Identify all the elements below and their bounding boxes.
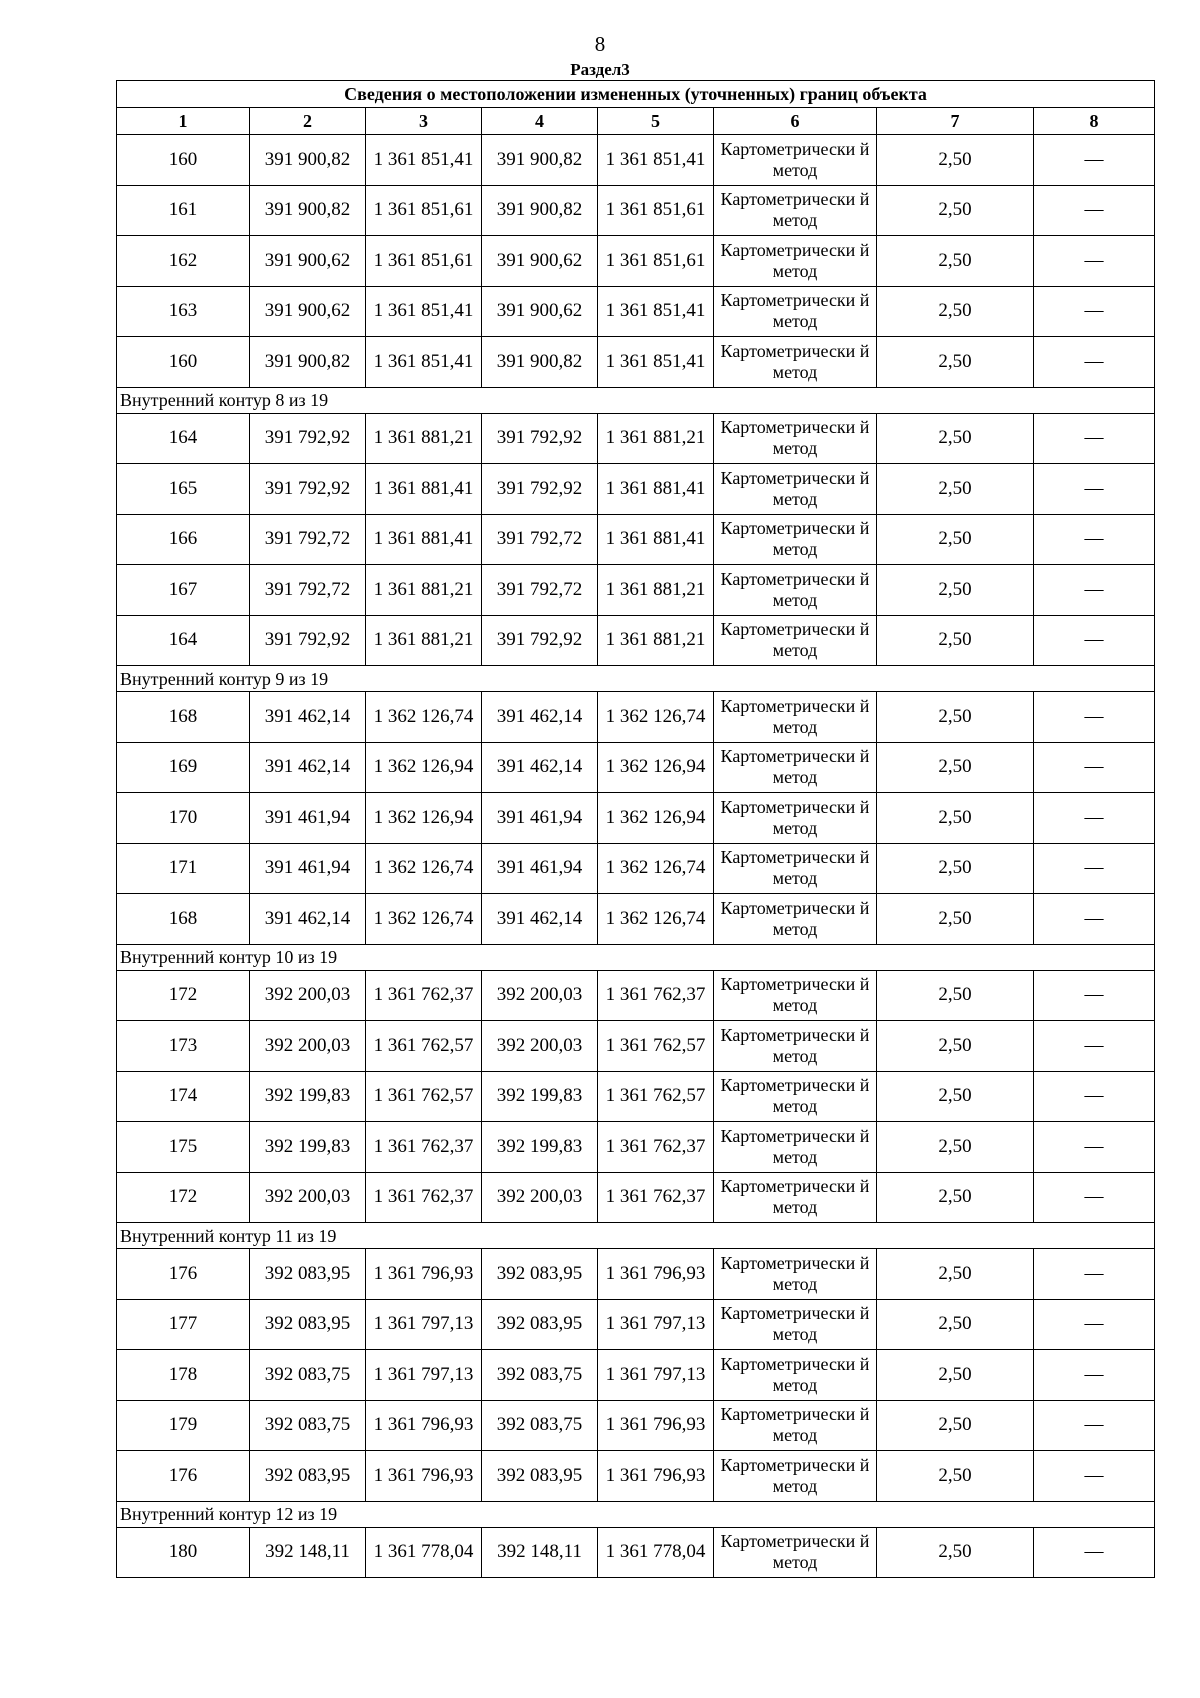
method-cell: Картометрически й метод bbox=[714, 742, 877, 793]
y-old-cell: 1 361 851,61 bbox=[366, 185, 482, 236]
contour-heading-row bbox=[117, 1501, 1155, 1527]
x-old-cell: 392 083,75 bbox=[250, 1350, 366, 1401]
y-new-cell: 1 361 796,93 bbox=[598, 1249, 714, 1300]
x-new-cell: 392 199,83 bbox=[482, 1071, 598, 1122]
point-number-cell: 167 bbox=[117, 565, 250, 616]
accuracy-cell: 2,50 bbox=[877, 413, 1034, 464]
y-new-cell: 1 361 881,41 bbox=[598, 464, 714, 515]
x-old-cell: 392 083,95 bbox=[250, 1451, 366, 1502]
accuracy-cell: 2,50 bbox=[877, 236, 1034, 287]
x-new-cell: 391 461,94 bbox=[482, 843, 598, 894]
point-number-cell: 166 bbox=[117, 514, 250, 565]
accuracy-cell: 2,50 bbox=[877, 1299, 1034, 1350]
x-old-cell: 391 792,92 bbox=[250, 615, 366, 666]
x-new-cell: 391 900,62 bbox=[482, 236, 598, 287]
column-header: 3 bbox=[366, 108, 482, 135]
x-old-cell: 392 083,75 bbox=[250, 1400, 366, 1451]
description-cell: — bbox=[1034, 514, 1155, 565]
x-old-cell: 391 900,82 bbox=[250, 185, 366, 236]
x-new-cell: 392 083,95 bbox=[482, 1249, 598, 1300]
method-cell: Картометрически й метод bbox=[714, 1299, 877, 1350]
y-old-cell: 1 362 126,94 bbox=[366, 742, 482, 793]
method-cell: Картометрически й метод bbox=[714, 565, 877, 616]
y-old-cell: 1 361 778,04 bbox=[366, 1527, 482, 1578]
x-old-cell: 392 200,03 bbox=[250, 970, 366, 1021]
accuracy-cell: 2,50 bbox=[877, 1451, 1034, 1502]
x-new-cell: 392 083,95 bbox=[482, 1451, 598, 1502]
y-new-cell: 1 362 126,94 bbox=[598, 793, 714, 844]
description-cell: — bbox=[1034, 464, 1155, 515]
y-old-cell: 1 361 881,21 bbox=[366, 615, 482, 666]
table-row bbox=[117, 1172, 1155, 1223]
y-new-cell: 1 361 762,37 bbox=[598, 1172, 714, 1223]
point-number-cell: 178 bbox=[117, 1350, 250, 1401]
point-number-cell: 172 bbox=[117, 1172, 250, 1223]
y-new-cell: 1 361 851,61 bbox=[598, 236, 714, 287]
point-number-cell: 170 bbox=[117, 793, 250, 844]
y-old-cell: 1 361 851,41 bbox=[366, 286, 482, 337]
accuracy-cell: 2,50 bbox=[877, 742, 1034, 793]
x-new-cell: 391 792,72 bbox=[482, 565, 598, 616]
table-row bbox=[117, 793, 1155, 844]
accuracy-cell: 2,50 bbox=[877, 565, 1034, 616]
y-new-cell: 1 361 797,13 bbox=[598, 1299, 714, 1350]
accuracy-cell: 2,50 bbox=[877, 843, 1034, 894]
x-old-cell: 392 083,95 bbox=[250, 1299, 366, 1350]
method-cell: Картометрически й метод bbox=[714, 286, 877, 337]
column-header: 8 bbox=[1034, 108, 1155, 135]
x-old-cell: 391 461,94 bbox=[250, 793, 366, 844]
contour-heading: Внутренний контур 11 из 19 bbox=[117, 1223, 1155, 1249]
point-number-cell: 168 bbox=[117, 692, 250, 743]
accuracy-cell: 2,50 bbox=[877, 615, 1034, 666]
description-cell: — bbox=[1034, 1021, 1155, 1072]
description-cell: — bbox=[1034, 1299, 1155, 1350]
y-new-cell: 1 362 126,74 bbox=[598, 692, 714, 743]
y-old-cell: 1 362 126,94 bbox=[366, 793, 482, 844]
description-cell: — bbox=[1034, 1451, 1155, 1502]
table-row bbox=[117, 970, 1155, 1021]
y-old-cell: 1 362 126,74 bbox=[366, 692, 482, 743]
method-cell: Картометрически й метод bbox=[714, 793, 877, 844]
table-row bbox=[117, 286, 1155, 337]
table-row bbox=[117, 337, 1155, 388]
accuracy-cell: 2,50 bbox=[877, 1071, 1034, 1122]
contour-heading-row bbox=[117, 387, 1155, 413]
y-old-cell: 1 361 762,37 bbox=[366, 970, 482, 1021]
method-cell: Картометрически й метод bbox=[714, 236, 877, 287]
description-cell: — bbox=[1034, 742, 1155, 793]
point-number-cell: 161 bbox=[117, 185, 250, 236]
table-row bbox=[117, 894, 1155, 945]
column-header: 2 bbox=[250, 108, 366, 135]
table-row bbox=[117, 1527, 1155, 1578]
method-cell: Картометрически й метод bbox=[714, 1071, 877, 1122]
table-row bbox=[117, 514, 1155, 565]
accuracy-cell: 2,50 bbox=[877, 894, 1034, 945]
method-cell: Картометрически й метод bbox=[714, 970, 877, 1021]
y-old-cell: 1 361 851,41 bbox=[366, 135, 482, 186]
x-new-cell: 392 199,83 bbox=[482, 1122, 598, 1173]
description-cell: — bbox=[1034, 793, 1155, 844]
method-cell: Картометрически й метод bbox=[714, 1249, 877, 1300]
x-old-cell: 391 900,62 bbox=[250, 286, 366, 337]
y-old-cell: 1 361 762,37 bbox=[366, 1172, 482, 1223]
accuracy-cell: 2,50 bbox=[877, 185, 1034, 236]
description-cell: — bbox=[1034, 185, 1155, 236]
x-old-cell: 391 792,72 bbox=[250, 565, 366, 616]
table-row bbox=[117, 1451, 1155, 1502]
x-new-cell: 391 900,82 bbox=[482, 135, 598, 186]
contour-heading-row bbox=[117, 1223, 1155, 1249]
y-old-cell: 1 361 881,21 bbox=[366, 413, 482, 464]
table-row bbox=[117, 1071, 1155, 1122]
x-old-cell: 392 083,95 bbox=[250, 1249, 366, 1300]
x-new-cell: 391 461,94 bbox=[482, 793, 598, 844]
y-old-cell: 1 361 797,13 bbox=[366, 1350, 482, 1401]
x-new-cell: 392 083,75 bbox=[482, 1350, 598, 1401]
x-new-cell: 391 792,72 bbox=[482, 514, 598, 565]
table-row bbox=[117, 843, 1155, 894]
method-cell: Картометрически й метод bbox=[714, 1400, 877, 1451]
contour-heading: Внутренний контур 10 из 19 bbox=[117, 944, 1155, 970]
y-old-cell: 1 361 762,57 bbox=[366, 1021, 482, 1072]
x-new-cell: 392 200,03 bbox=[482, 1021, 598, 1072]
x-old-cell: 391 900,82 bbox=[250, 135, 366, 186]
method-cell: Картометрически й метод bbox=[714, 135, 877, 186]
description-cell: — bbox=[1034, 565, 1155, 616]
page-number: 8 bbox=[594, 32, 606, 56]
x-old-cell: 391 900,62 bbox=[250, 236, 366, 287]
table-row bbox=[117, 615, 1155, 666]
y-new-cell: 1 361 851,61 bbox=[598, 185, 714, 236]
point-number-cell: 172 bbox=[117, 970, 250, 1021]
x-new-cell: 391 462,14 bbox=[482, 894, 598, 945]
table-row bbox=[117, 464, 1155, 515]
x-old-cell: 391 792,92 bbox=[250, 464, 366, 515]
x-old-cell: 391 792,92 bbox=[250, 413, 366, 464]
accuracy-cell: 2,50 bbox=[877, 1122, 1034, 1173]
contour-heading: Внутренний контур 12 из 19 bbox=[117, 1501, 1155, 1527]
accuracy-cell: 2,50 bbox=[877, 286, 1034, 337]
description-cell: — bbox=[1034, 843, 1155, 894]
x-old-cell: 391 462,14 bbox=[250, 894, 366, 945]
description-cell: — bbox=[1034, 413, 1155, 464]
x-new-cell: 392 083,75 bbox=[482, 1400, 598, 1451]
y-new-cell: 1 361 762,37 bbox=[598, 970, 714, 1021]
method-cell: Картометрически й метод bbox=[714, 514, 877, 565]
x-new-cell: 392 200,03 bbox=[482, 970, 598, 1021]
point-number-cell: 163 bbox=[117, 286, 250, 337]
column-header: 6 bbox=[714, 108, 877, 135]
y-old-cell: 1 361 851,61 bbox=[366, 236, 482, 287]
method-cell: Картометрически й метод bbox=[714, 337, 877, 388]
table-row bbox=[117, 692, 1155, 743]
accuracy-cell: 2,50 bbox=[877, 1172, 1034, 1223]
y-new-cell: 1 361 796,93 bbox=[598, 1451, 714, 1502]
y-new-cell: 1 361 762,57 bbox=[598, 1021, 714, 1072]
x-old-cell: 391 462,14 bbox=[250, 692, 366, 743]
accuracy-cell: 2,50 bbox=[877, 464, 1034, 515]
accuracy-cell: 2,50 bbox=[877, 1249, 1034, 1300]
point-number-cell: 169 bbox=[117, 742, 250, 793]
point-number-cell: 177 bbox=[117, 1299, 250, 1350]
x-old-cell: 391 461,94 bbox=[250, 843, 366, 894]
point-number-cell: 173 bbox=[117, 1021, 250, 1072]
x-new-cell: 392 200,03 bbox=[482, 1172, 598, 1223]
point-number-cell: 179 bbox=[117, 1400, 250, 1451]
table-title-row bbox=[117, 81, 1155, 108]
accuracy-cell: 2,50 bbox=[877, 1527, 1034, 1578]
point-number-cell: 164 bbox=[117, 413, 250, 464]
accuracy-cell: 2,50 bbox=[877, 135, 1034, 186]
y-old-cell: 1 361 881,41 bbox=[366, 464, 482, 515]
method-cell: Картометрически й метод bbox=[714, 1451, 877, 1502]
column-header: 7 bbox=[877, 108, 1034, 135]
x-old-cell: 391 462,14 bbox=[250, 742, 366, 793]
description-cell: — bbox=[1034, 692, 1155, 743]
point-number-cell: 176 bbox=[117, 1451, 250, 1502]
y-new-cell: 1 361 851,41 bbox=[598, 135, 714, 186]
description-cell: — bbox=[1034, 970, 1155, 1021]
method-cell: Картометрически й метод bbox=[714, 692, 877, 743]
y-old-cell: 1 362 126,74 bbox=[366, 894, 482, 945]
description-cell: — bbox=[1034, 615, 1155, 666]
x-new-cell: 391 792,92 bbox=[482, 413, 598, 464]
y-new-cell: 1 361 762,37 bbox=[598, 1122, 714, 1173]
x-new-cell: 391 462,14 bbox=[482, 692, 598, 743]
description-cell: — bbox=[1034, 1172, 1155, 1223]
description-cell: — bbox=[1034, 1249, 1155, 1300]
x-old-cell: 392 200,03 bbox=[250, 1021, 366, 1072]
section-title: Раздел3 bbox=[570, 60, 630, 79]
method-cell: Картометрически й метод bbox=[714, 843, 877, 894]
contour-heading-row bbox=[117, 944, 1155, 970]
y-new-cell: 1 361 797,13 bbox=[598, 1350, 714, 1401]
description-cell: — bbox=[1034, 337, 1155, 388]
accuracy-cell: 2,50 bbox=[877, 514, 1034, 565]
table-row bbox=[117, 1299, 1155, 1350]
table-row bbox=[117, 236, 1155, 287]
x-old-cell: 392 199,83 bbox=[250, 1122, 366, 1173]
method-cell: Картометрически й метод bbox=[714, 1122, 877, 1173]
description-cell: — bbox=[1034, 1350, 1155, 1401]
y-old-cell: 1 361 797,13 bbox=[366, 1299, 482, 1350]
contour-heading: Внутренний контур 8 из 19 bbox=[117, 387, 1155, 413]
method-cell: Картометрически й метод bbox=[714, 894, 877, 945]
y-new-cell: 1 361 881,21 bbox=[598, 413, 714, 464]
boundary-table bbox=[116, 80, 1155, 1578]
y-old-cell: 1 361 762,37 bbox=[366, 1122, 482, 1173]
x-new-cell: 391 792,92 bbox=[482, 464, 598, 515]
x-old-cell: 392 199,83 bbox=[250, 1071, 366, 1122]
point-number-cell: 171 bbox=[117, 843, 250, 894]
column-header-row bbox=[117, 108, 1155, 135]
column-header: 1 bbox=[117, 108, 250, 135]
y-new-cell: 1 361 796,93 bbox=[598, 1400, 714, 1451]
y-new-cell: 1 362 126,74 bbox=[598, 894, 714, 945]
point-number-cell: 180 bbox=[117, 1527, 250, 1578]
table-row bbox=[117, 1249, 1155, 1300]
y-old-cell: 1 361 881,21 bbox=[366, 565, 482, 616]
point-number-cell: 162 bbox=[117, 236, 250, 287]
y-new-cell: 1 361 851,41 bbox=[598, 286, 714, 337]
y-new-cell: 1 361 851,41 bbox=[598, 337, 714, 388]
point-number-cell: 160 bbox=[117, 337, 250, 388]
accuracy-cell: 2,50 bbox=[877, 793, 1034, 844]
method-cell: Картометрически й метод bbox=[714, 615, 877, 666]
x-old-cell: 392 148,11 bbox=[250, 1527, 366, 1578]
y-old-cell: 1 362 126,74 bbox=[366, 843, 482, 894]
method-cell: Картометрически й метод bbox=[714, 1021, 877, 1072]
description-cell: — bbox=[1034, 236, 1155, 287]
x-new-cell: 392 083,95 bbox=[482, 1299, 598, 1350]
point-number-cell: 176 bbox=[117, 1249, 250, 1300]
table-row bbox=[117, 185, 1155, 236]
table-title: Сведения о местоположении измененных (уточненных) границ объекта bbox=[117, 81, 1155, 108]
description-cell: — bbox=[1034, 1527, 1155, 1578]
x-new-cell: 392 148,11 bbox=[482, 1527, 598, 1578]
description-cell: — bbox=[1034, 894, 1155, 945]
x-old-cell: 391 792,72 bbox=[250, 514, 366, 565]
point-number-cell: 160 bbox=[117, 135, 250, 186]
x-new-cell: 391 462,14 bbox=[482, 742, 598, 793]
description-cell: — bbox=[1034, 1122, 1155, 1173]
method-cell: Картометрически й метод bbox=[714, 413, 877, 464]
point-number-cell: 175 bbox=[117, 1122, 250, 1173]
description-cell: — bbox=[1034, 1400, 1155, 1451]
accuracy-cell: 2,50 bbox=[877, 1350, 1034, 1401]
table-row bbox=[117, 565, 1155, 616]
x-new-cell: 391 792,92 bbox=[482, 615, 598, 666]
table-row bbox=[117, 1350, 1155, 1401]
y-new-cell: 1 361 881,41 bbox=[598, 514, 714, 565]
point-number-cell: 174 bbox=[117, 1071, 250, 1122]
accuracy-cell: 2,50 bbox=[877, 692, 1034, 743]
method-cell: Картометрически й метод bbox=[714, 185, 877, 236]
y-new-cell: 1 362 126,74 bbox=[598, 843, 714, 894]
point-number-cell: 168 bbox=[117, 894, 250, 945]
description-cell: — bbox=[1034, 135, 1155, 186]
method-cell: Картометрически й метод bbox=[714, 464, 877, 515]
accuracy-cell: 2,50 bbox=[877, 970, 1034, 1021]
column-header: 5 bbox=[598, 108, 714, 135]
y-old-cell: 1 361 796,93 bbox=[366, 1249, 482, 1300]
x-old-cell: 391 900,82 bbox=[250, 337, 366, 388]
y-new-cell: 1 361 881,21 bbox=[598, 565, 714, 616]
table-row bbox=[117, 1122, 1155, 1173]
contour-heading-row bbox=[117, 666, 1155, 692]
y-old-cell: 1 361 796,93 bbox=[366, 1400, 482, 1451]
y-new-cell: 1 361 778,04 bbox=[598, 1527, 714, 1578]
y-old-cell: 1 361 851,41 bbox=[366, 337, 482, 388]
y-new-cell: 1 361 881,21 bbox=[598, 615, 714, 666]
y-new-cell: 1 362 126,94 bbox=[598, 742, 714, 793]
accuracy-cell: 2,50 bbox=[877, 1021, 1034, 1072]
column-header: 4 bbox=[482, 108, 598, 135]
y-old-cell: 1 361 881,41 bbox=[366, 514, 482, 565]
table-row bbox=[117, 413, 1155, 464]
x-new-cell: 391 900,62 bbox=[482, 286, 598, 337]
y-old-cell: 1 361 796,93 bbox=[366, 1451, 482, 1502]
point-number-cell: 165 bbox=[117, 464, 250, 515]
x-new-cell: 391 900,82 bbox=[482, 337, 598, 388]
contour-heading: Внутренний контур 9 из 19 bbox=[117, 666, 1155, 692]
description-cell: — bbox=[1034, 1071, 1155, 1122]
y-new-cell: 1 361 762,57 bbox=[598, 1071, 714, 1122]
method-cell: Картометрически й метод bbox=[714, 1172, 877, 1223]
y-old-cell: 1 361 762,57 bbox=[366, 1071, 482, 1122]
accuracy-cell: 2,50 bbox=[877, 337, 1034, 388]
point-number-cell: 164 bbox=[117, 615, 250, 666]
x-new-cell: 391 900,82 bbox=[482, 185, 598, 236]
x-old-cell: 392 200,03 bbox=[250, 1172, 366, 1223]
accuracy-cell: 2,50 bbox=[877, 1400, 1034, 1451]
table-row bbox=[117, 1400, 1155, 1451]
method-cell: Картометрически й метод bbox=[714, 1350, 877, 1401]
table-row bbox=[117, 742, 1155, 793]
table-row bbox=[117, 1021, 1155, 1072]
table-row bbox=[117, 135, 1155, 186]
method-cell: Картометрически й метод bbox=[714, 1527, 877, 1578]
description-cell: — bbox=[1034, 286, 1155, 337]
